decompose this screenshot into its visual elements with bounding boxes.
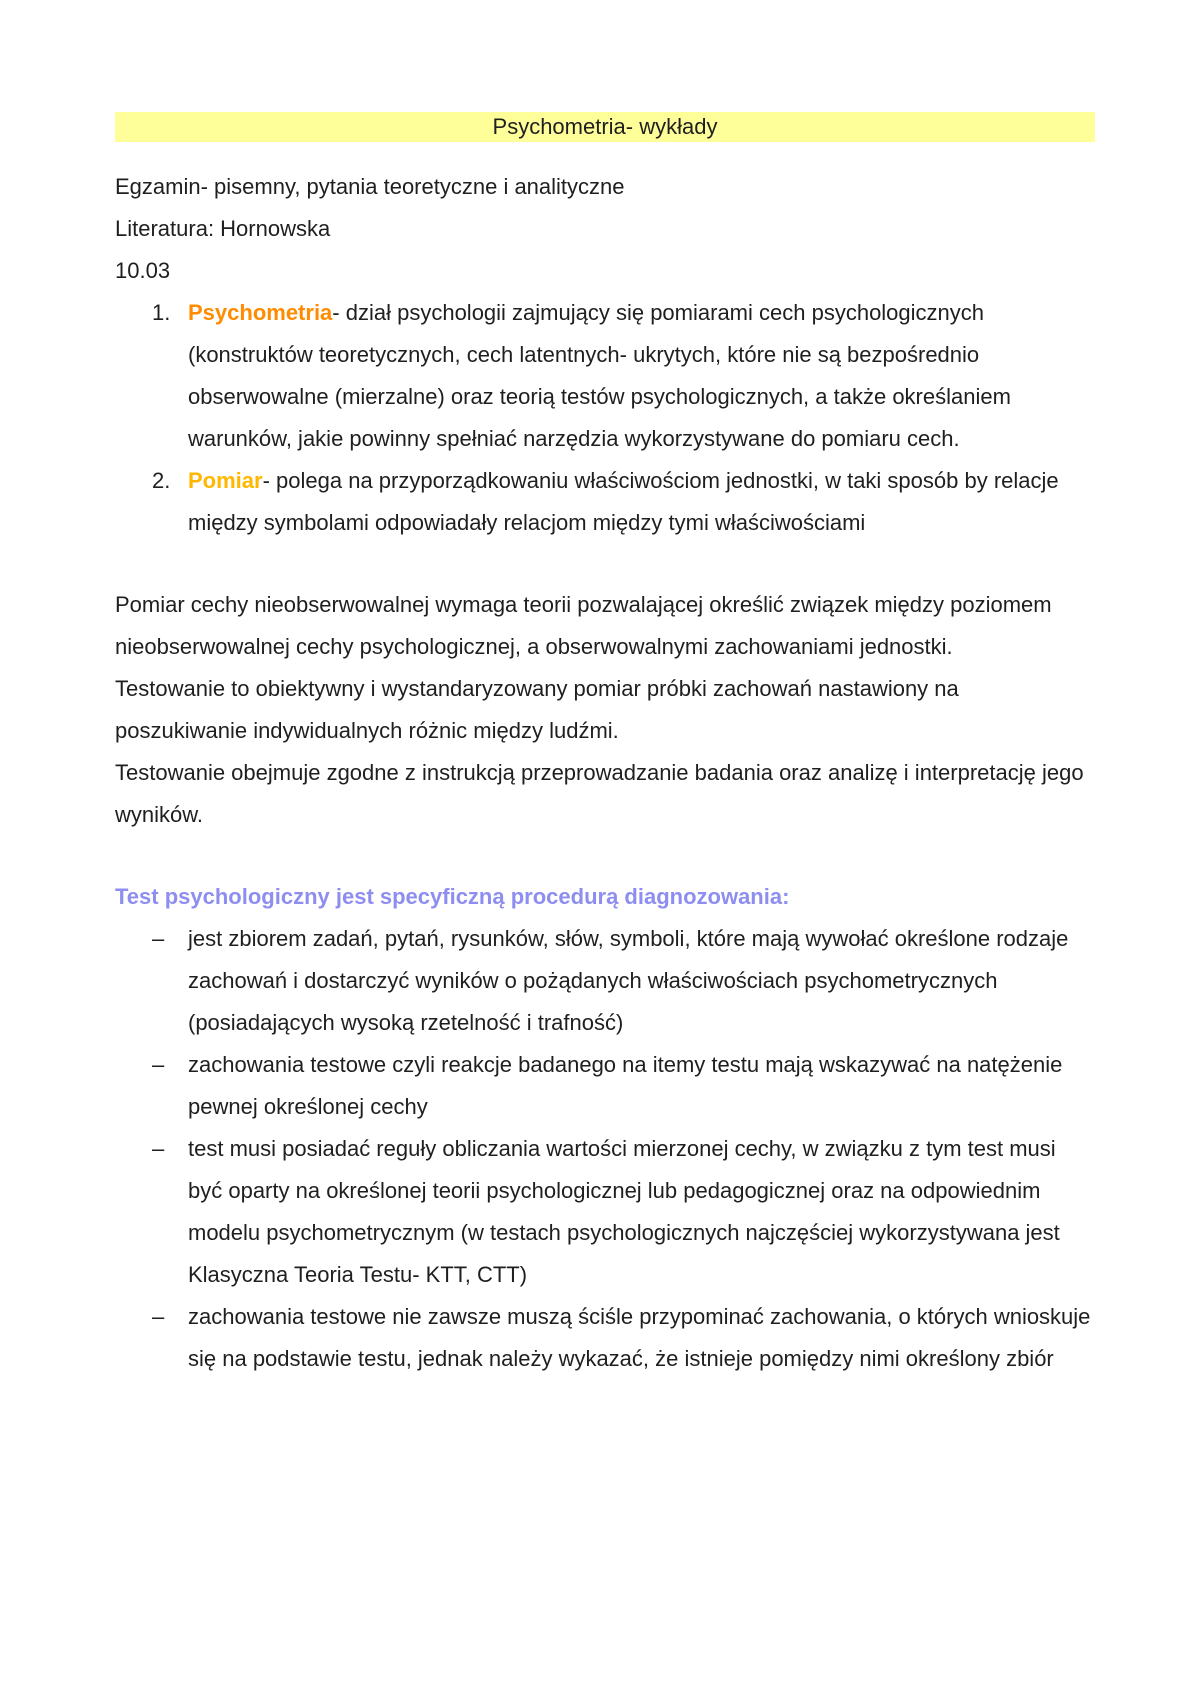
definition-text: - polega na przyporządkowaniu właściwościom jednostki, w taki sposób by relacje między symbolami odpowiadały relacjom między tymi właściwościami <box>188 468 1059 535</box>
paragraph: Testowanie obejmuje zgodne z instrukcją przeprowadzanie badania oraz analizę i interpretację jego wyników. <box>115 760 1084 827</box>
list-item-text: jest zbiorem zadań, pytań, rysunków, słów, symboli, które mają wywołać określone rodzaje zachowań i dostarczyć wyników o pożądanych właściwościach psychometrycznych (posiadających wysoką rzetelność i trafność) <box>188 926 1069 1035</box>
list-number: 1. <box>152 300 171 325</box>
definition-text: - dział psychologii zajmujący się pomiarami cech psychologicznych (konstruktów teoretycznych, cech latentnych- ukrytych, które nie są bezpośrednio obserwowalne (mierzalne) oraz teorią testów psychologicznych, a także określaniem warunków, jakie powinny spełniać narzędzia wykorzystywane do pomiaru cech. <box>188 300 1011 451</box>
list-item-text: test musi posiadać reguły obliczania wartości mierzonej cechy, w związku z tym test musi być oparty na określonej teorii psychologicznej lub pedagogicznej oraz na odpowiednim modelu psychometrycznym (w testach psychologicznych najczęściej wykorzystywana jest Klasyczna Teoria Testu- KTT, CTT) <box>188 1136 1060 1287</box>
document-body <box>115 166 1095 1380</box>
document-title: Psychometria- wykłady <box>115 112 1095 142</box>
list-item <box>115 1044 1095 1128</box>
list-item <box>115 1296 1095 1380</box>
test-features-list <box>115 918 1095 1380</box>
definitions-list <box>115 292 1095 544</box>
lecture-date: 10.03 <box>115 258 171 283</box>
list-item-text: zachowania testowe nie zawsze muszą ściśle przypominać zachowania, o których wnioskuje się na podstawie testu, jednak należy wykazać, że istnieje pomiędzy nimi określony zbiór <box>188 1304 1091 1371</box>
exam-info: Egzamin- pisemny, pytania teoretyczne i analityczne <box>115 174 625 199</box>
paragraph: Testowanie to obiektywny i wystandaryzowany pomiar próbki zachowań nastawiony na poszukiwanie indywidualnych różnic między ludźmi. <box>115 676 959 743</box>
list-item <box>115 918 1095 1044</box>
list-item-psychometria <box>115 292 1095 460</box>
list-item-text: zachowania testowe czyli reakcje badanego na itemy testu mają wskazywać na natężenie pewnej określonej cechy <box>188 1052 1063 1119</box>
spacer <box>115 544 1095 584</box>
list-item-pomiar <box>115 460 1095 544</box>
list-number: 2. <box>152 468 171 493</box>
section-heading: Test psychologiczny jest specyficzną procedurą diagnozowania: <box>115 884 790 909</box>
literature-info: Literatura: Hornowska <box>115 216 331 241</box>
spacer <box>115 836 1095 876</box>
dash-bullet: – <box>152 926 165 951</box>
dash-bullet: – <box>152 1052 165 1077</box>
dash-bullet: – <box>152 1304 165 1329</box>
term-pomiar: Pomiar <box>188 468 263 493</box>
paragraph: Pomiar cechy nieobserwowalnej wymaga teorii pozwalającej określić związek między poziomem nieobserwowalnej cechy psychologicznej, a obserwowalnymi zachowaniami jednostki. <box>115 592 1052 659</box>
term-psychometria: Psychometria <box>188 300 333 325</box>
dash-bullet: – <box>152 1136 165 1161</box>
list-item <box>115 1128 1095 1296</box>
